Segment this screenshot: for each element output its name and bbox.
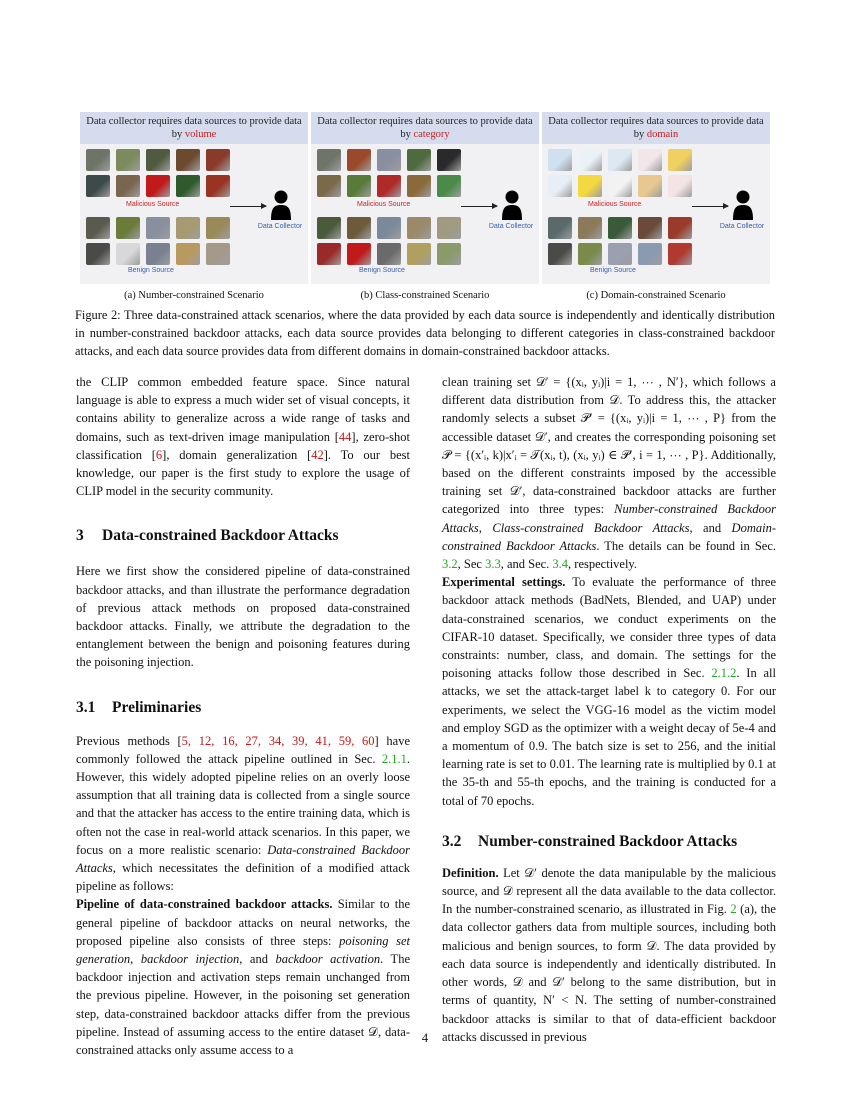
benign-image-grid (317, 217, 461, 265)
thumbnail-image (317, 217, 341, 239)
text: , (478, 520, 493, 535)
thumbnail-image (578, 175, 602, 197)
thumbnail-image (377, 149, 401, 171)
thumbnail-image (608, 243, 632, 265)
thumbnail-image (578, 243, 602, 265)
panel-header-text: Data collector requires data sources to provide data by (548, 116, 764, 140)
benign-source-label: Benign Source (590, 267, 636, 274)
thumbnail-image (437, 217, 461, 239)
thumbnail-image (377, 217, 401, 239)
panel-number-constrained (80, 112, 308, 301)
thumbnail-image (347, 175, 371, 197)
thumbnail-image (578, 149, 602, 171)
citation-link[interactable]: 5, 12, 16, 27, 34, 39, 41, 59, 60 (181, 733, 375, 748)
text: , Sec (457, 557, 486, 572)
citation-link[interactable]: 6 (155, 447, 163, 462)
text: . The details can be found in Sec. (596, 538, 776, 553)
panel-class-constrained (311, 112, 539, 301)
thumbnail-image (206, 243, 230, 265)
emphasis: backdoor activation (275, 952, 381, 967)
figure-panels (80, 112, 770, 301)
thumbnail-image (347, 217, 371, 239)
thumbnail-image (206, 217, 230, 239)
panel-box (542, 112, 770, 284)
thumbnail-image (548, 175, 572, 197)
thumbnail-image (206, 149, 230, 171)
text: ], zero-shot classification [ (76, 429, 410, 462)
thumbnail-image (407, 217, 431, 239)
preliminaries-paragraph (76, 732, 410, 896)
thumbnail-image (578, 217, 602, 239)
thumbnail-image (86, 217, 110, 239)
thumbnail-image (437, 243, 461, 265)
thumbnail-image (86, 243, 110, 265)
thumbnail-image (317, 243, 341, 265)
thumbnail-image (608, 149, 632, 171)
section-title: Data-constrained Backdoor Attacks (102, 527, 339, 545)
person-icon (501, 190, 523, 220)
section-3-1-heading (76, 698, 410, 718)
benign-source-label: Benign Source (128, 267, 174, 274)
thumbnail-image (116, 217, 140, 239)
data-collector-label: Data Collector (488, 223, 534, 230)
thumbnail-image (668, 217, 692, 239)
text: Similar to the general pipeline of backdoor attacks on neural networks, the proposed pipeline also consists of three steps: (76, 897, 410, 948)
panel-header (311, 112, 539, 144)
left-column (76, 373, 410, 1059)
thumbnail-image (437, 175, 461, 197)
paragraph-lead: Pipeline of data-constrained backdoor attacks. (76, 897, 333, 912)
paragraph-lead: Experimental settings. (442, 575, 566, 590)
subcaption-a: (a) Number-constrained Scenario (124, 290, 264, 301)
thumbnail-image (176, 175, 200, 197)
person-icon (270, 190, 292, 220)
text: ]. To our best knowledge, our paper is the first study to explore the usage of CLIP model in the security community. (76, 447, 410, 499)
text: Previous methods [ (76, 733, 182, 748)
text: (a), the data collector gathers data from multiple sources, including both malicious and benign sources, to form 𝒟. The data provided by each data source is independently and identically distributed. In other words, 𝒟 and 𝒟′ belong to the same distribution, but in terms of quantity, N′ < N. The setting of number-constrained backdoor attacks is similar to that of data-efficient backdoor attacks discussed in previous (442, 902, 776, 1044)
section-number: 3.2 (442, 832, 462, 850)
citation-link[interactable]: 44 (338, 429, 352, 444)
text: , and (689, 520, 732, 535)
thumbnail-image (116, 149, 140, 171)
data-collector-label: Data Collector (719, 223, 765, 230)
arrow-icon (692, 206, 728, 207)
text: To evaluate the performance of three backdoor attack methods (BadNets, Blended, and UAP) under data-constrained scenarios, we conduct experiments on the CIFAR-10 dataset. Specifically, we consider three types of data constraints: number, class, and domain. The settings for the poisoning attacks follow those described in Sec. (442, 575, 776, 681)
thumbnail-image (146, 243, 170, 265)
malicious-source-label: Malicious Source (126, 201, 180, 208)
thumbnail-image (668, 243, 692, 265)
section-3-paragraph: Here we first show the considered pipeline of data-constrained backdoor attacks, and than illustrate the performance degradation of previous attack methods on proposed data-constrained backdoor attacks. Finally, we attribute the degradation to the entanglement between the benign and poisoning features during the poisoning injection. (76, 564, 410, 670)
thumbnail-image (86, 175, 110, 197)
text: clean training set 𝒟′ = {(xᵢ, yᵢ)|i = 1, ⋯ , N′}, which follows a different data distribution from 𝒟. To address this, the attacker randomly selects a subset 𝒫′ = {(xᵢ, yᵢ)|i = 1, ⋯ , P} from the accessible dataset 𝒟′, and creates the corresponding poisoning set 𝒫 = {(x′ᵢ, k)|x′ᵢ = 𝒯(xᵢ, t), (xᵢ, yᵢ) ∈ 𝒫′, i = 1, ⋯ , P}. Additionally, based on the different constraints imposed by the accessible training set 𝒟′, data-constrained backdoor attacks are further categorized into three types: (442, 375, 776, 517)
thumbnail-image (176, 217, 200, 239)
benign-image-grid (548, 217, 692, 265)
panel-header (80, 112, 308, 144)
text: ], domain generalization [ (162, 447, 312, 462)
thumbnail-image (668, 149, 692, 171)
section-title: Number-constrained Backdoor Attacks (478, 832, 738, 850)
thumbnail-image (176, 149, 200, 171)
emphasis: Data-constrained Backdoor Attacks (76, 842, 410, 876)
subcaption-b: (b) Class-constrained Scenario (360, 290, 490, 301)
thumbnail-image (638, 149, 662, 171)
person-icon (732, 190, 754, 220)
section-3-2-heading (442, 832, 776, 852)
thumbnail-image (608, 217, 632, 239)
section-reference-link[interactable]: 2.1.1 (381, 751, 407, 766)
section-reference-link[interactable]: 3.3 (485, 557, 501, 572)
benign-source-label: Benign Source (359, 267, 405, 274)
text: , (130, 952, 141, 967)
text: , respectively. (568, 557, 637, 572)
malicious-image-grid (86, 149, 230, 197)
emphasis: backdoor injection (140, 952, 240, 967)
thumbnail-image (116, 243, 140, 265)
panel-domain-constrained (542, 112, 770, 301)
thumbnail-image (407, 175, 431, 197)
figure-reference-link[interactable]: 2 (730, 902, 737, 917)
thumbnail-image (146, 217, 170, 239)
thumbnail-image (668, 175, 692, 197)
thumbnail-image (608, 175, 632, 197)
text: Let 𝒟′ denote the data manipulable by the malicious source, and 𝒟 represent all the data available to the data collector. In the number-constrained scenario, as illustrated in Fig. (442, 865, 776, 917)
thumbnail-image (548, 243, 572, 265)
thumbnail-image (146, 149, 170, 171)
section-number: 3.1 (76, 698, 96, 716)
thumbnail-image (437, 149, 461, 171)
thumbnail-image (377, 243, 401, 265)
emphasis: poisoning set generation (76, 933, 410, 967)
thumbnail-image (407, 243, 431, 265)
emphasis: Class-constrained Backdoor Attacks (492, 520, 690, 535)
right-column (442, 373, 776, 1046)
thumbnail-image (86, 149, 110, 171)
panel-header-highlight: domain (646, 129, 679, 140)
emphasis: Domain-constrained Backdoor Attacks (442, 520, 776, 553)
malicious-image-grid (317, 149, 461, 197)
thumbnail-image (638, 243, 662, 265)
thumbnail-image (176, 243, 200, 265)
panel-box (80, 112, 308, 284)
thumbnail-image (638, 175, 662, 197)
figure-caption: Figure 2: Three data-constrained attack scenarios, where the data provided by each data source is independently and identically distribution in number-constrained backdoor attacks, each data source provides data belonging to different categories in class-constrained backdoor attacks, and each data source provides data from different domains in domain-constrained backdoor attacks. (75, 308, 775, 358)
text: , which necessitates the definition of a modified attack pipeline as follows: (76, 861, 410, 894)
pipeline-continued-paragraph (442, 373, 776, 573)
thumbnail-image (317, 149, 341, 171)
data-collector-label: Data Collector (257, 223, 303, 230)
malicious-source-label: Malicious Source (357, 201, 411, 208)
experimental-settings-paragraph (442, 573, 776, 810)
thumbnail-image (116, 175, 140, 197)
panel-header-text: Data collector requires data sources to provide data by (317, 116, 533, 140)
thumbnail-image (347, 149, 371, 171)
malicious-source-label: Malicious Source (588, 201, 642, 208)
thumbnail-image (317, 175, 341, 197)
thumbnail-image (206, 175, 230, 197)
text: , and Sec. (500, 557, 553, 572)
section-reference-link[interactable]: 3.4 (552, 557, 569, 572)
benign-image-grid (86, 217, 230, 265)
thumbnail-image (377, 175, 401, 197)
text: , and (239, 952, 276, 967)
section-number: 3 (76, 527, 84, 545)
text: the CLIP common embedded feature space. Since natural language is able to express a much wider set of visual concepts, it contains ability to generalize across a wide range of tasks and domains, such as text-driven image manipulation [ (76, 375, 410, 444)
section-3-heading (76, 526, 410, 546)
emphasis: Number-constrained Backdoor Attacks (442, 502, 776, 535)
paragraph-lead: Definition. (442, 865, 499, 880)
thumbnail-image (548, 149, 572, 171)
thumbnail-image (146, 175, 170, 197)
section-title: Preliminaries (112, 698, 202, 716)
panel-header (542, 112, 770, 144)
subcaption-c: (c) Domain-constrained Scenario (586, 290, 726, 301)
panel-header-highlight: volume (184, 129, 217, 140)
panel-header-highlight: category (413, 129, 450, 140)
thumbnail-image (548, 217, 572, 239)
thumbnail-image (347, 243, 371, 265)
arrow-icon (461, 206, 497, 207)
text: . In all attacks, we set the attack-target label k to category 0. For our experiments, we select the VGG-16 model as the victim model and employ SGD as the optimizer with a weight decay of 5e-4 and a momentum of 0.9. The batch size is set to 256, and the initial learning rate is set to 0.01. The learning rate is multiplied by 0.1 at the 35-th and 55-th epochs, and the training is conducted for a total of 70 epochs. (442, 666, 776, 808)
definition-paragraph (442, 864, 776, 1046)
thumbnail-image (638, 217, 662, 239)
thumbnail-image (407, 149, 431, 171)
section-reference-link[interactable]: 3.2 (442, 557, 458, 572)
section-reference-link[interactable]: 2.1.2 (711, 666, 737, 681)
intro-paragraph (76, 373, 410, 500)
text: ] have commonly followed the attack pipeline outlined in Sec. (76, 733, 410, 766)
text: . The backdoor injection and activation steps remain unchanged from the previous pipeline. However, in the poisoning set generation step, data-constrained backdoor attacks differ from the previous pipeline. Instead of assuming access to the entire dataset 𝒟, data-constrained attacks only assume access to a (76, 952, 410, 1058)
panel-box (311, 112, 539, 284)
citation-link[interactable]: 42 (311, 447, 324, 462)
figure-2 (80, 112, 770, 301)
arrow-icon (230, 206, 266, 207)
page-number: 4 (421, 1031, 429, 1045)
panel-header-text: Data collector requires data sources to provide data by (86, 116, 302, 140)
malicious-image-grid (548, 149, 692, 197)
text: . However, this widely adopted pipeline relies on an overly loose assumption that all training data is collected from a single source and that the attacker has access to the entire training data, which is often not the case in real-world attack scenarios. In this paper, we focus on a more realistic scenario: (76, 751, 410, 857)
